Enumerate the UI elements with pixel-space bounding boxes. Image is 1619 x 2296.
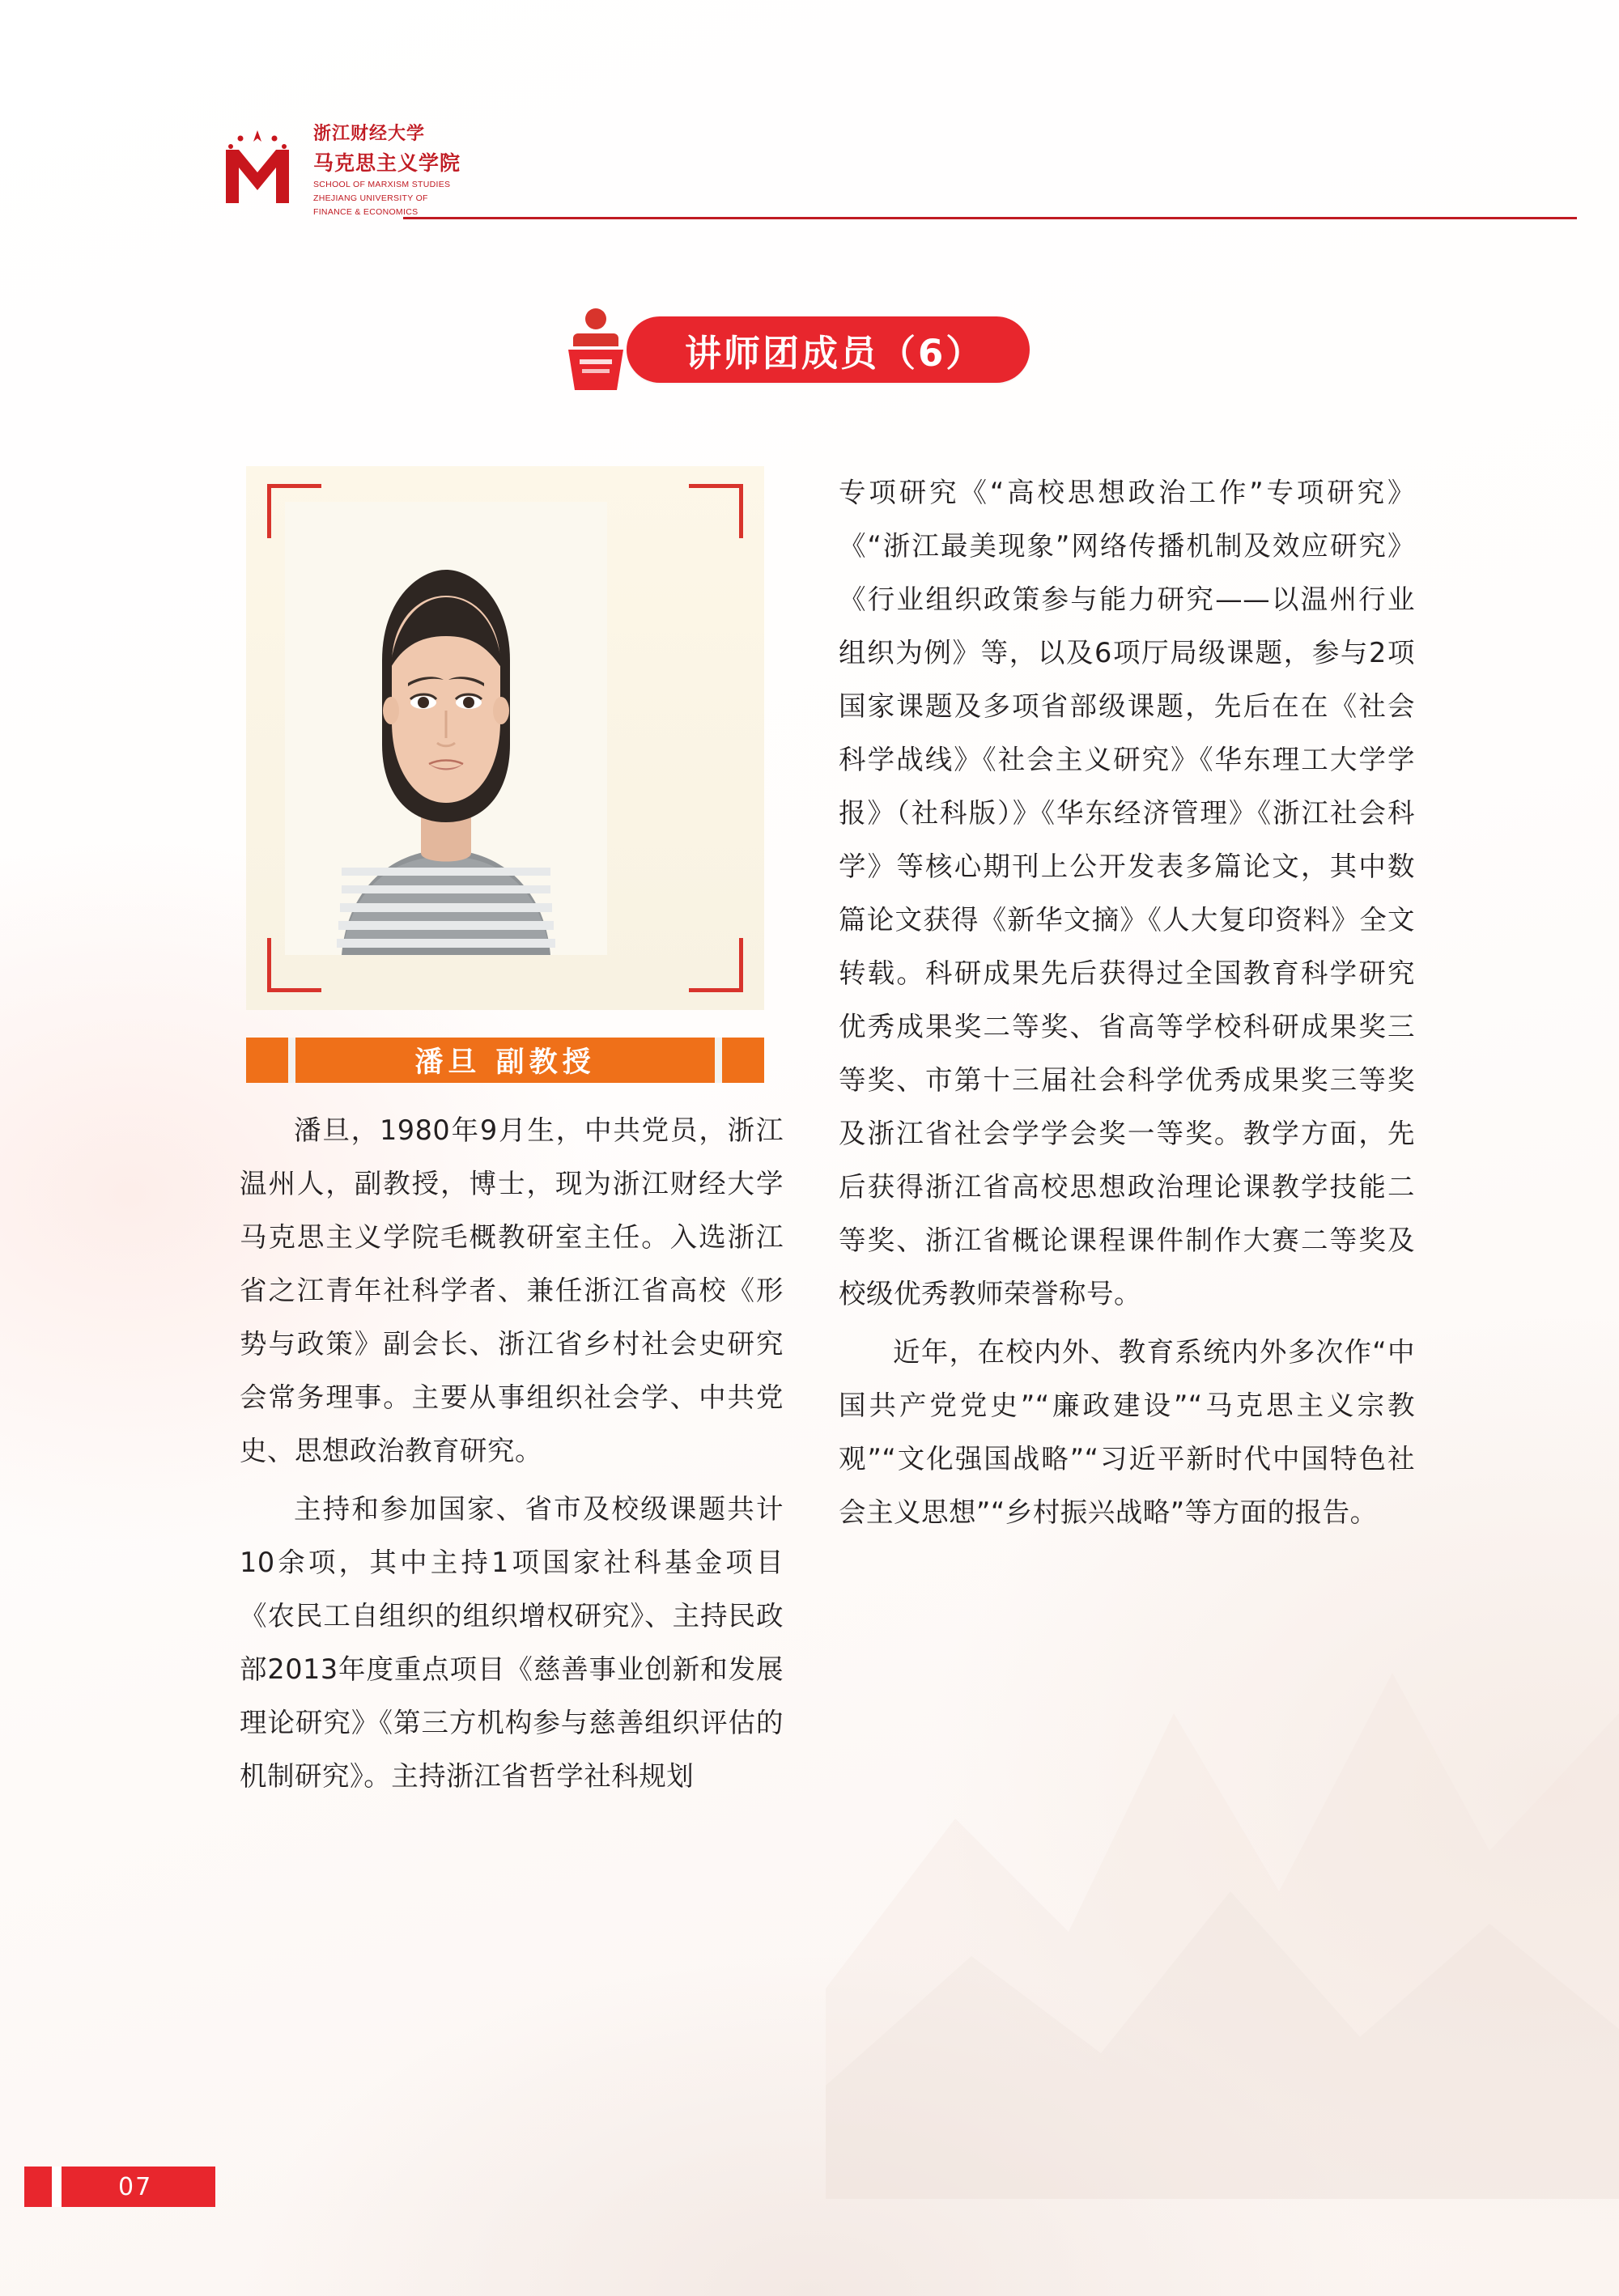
- profile-name-bar: [246, 1038, 764, 1083]
- frame-corner-top-right: [689, 484, 743, 538]
- right-column: [839, 466, 1415, 1544]
- logo-en-line2: ZHEJIANG UNIVERSITY OF: [313, 193, 428, 204]
- frame-corner-bottom-left: [267, 938, 321, 992]
- portrait-frame: [246, 466, 764, 1010]
- logo-en-line1: SCHOOL OF MARXISM STUDIES: [313, 180, 451, 189]
- logo-name-line2: 马克思主义学院: [313, 152, 461, 175]
- page-header: [0, 0, 1619, 243]
- podium-icon: [559, 306, 633, 393]
- logo-en-line3: FINANCE & ECONOMICS: [313, 207, 419, 218]
- section-title-banner: [559, 306, 1030, 393]
- paragraph: 主持和参加国家、省市及校级课题共计10余项，其中主持1项国家社科基金项目《农民工自组织的组织增权研究》、主持民政部2013年度重点项目《慈善事业创新和发展理论研究》《第三方机构参与慈善组织评估的机制研究》。主持浙江省哲学社科规划: [240, 1493, 784, 1792]
- footer-notch: [52, 2167, 62, 2207]
- section-title-text: 讲师团成员（6）: [685, 331, 985, 375]
- page-number: 07: [118, 2172, 153, 2201]
- institution-logo: [215, 120, 461, 219]
- left-body-text: [240, 1104, 784, 1803]
- logo-text-block: [313, 120, 461, 219]
- logo-name-line1: 浙江财经大学: [313, 123, 426, 143]
- paragraph: 潘旦，1980年9月生，中共党员，浙江温州人，副教授，博士，现为浙江财经大学马克思主义学院毛概教研室主任。入选浙江省之江青年社科学者、兼任浙江省高校《形势与政策》副会长、浙江省乡村社会史研究会常务理事。主要从事组织社会学、中共党史、思想政治教育研究。: [240, 1114, 784, 1466]
- frame-corner-bottom-right: [689, 938, 743, 992]
- profile-name-title: 潘旦 副教授: [414, 1046, 596, 1079]
- paragraph: 近年，在校内外、教育系统内外多次作“中国共产党党史”“廉政建设”“马克思主义宗教观”“文化强国战略”“习近平新时代中国特色社会主义思想”“乡村振兴战略”等方面的报告。: [839, 1336, 1415, 1528]
- frame-corner-top-left: [267, 484, 321, 538]
- portrait-photo: [285, 502, 607, 955]
- left-column: [240, 466, 784, 1808]
- right-body-text: [839, 466, 1415, 1539]
- mountain-watermark: [826, 1471, 1619, 2199]
- paragraph: 专项研究《“高校思想政治工作”专项研究》《“浙江最美现象”网络传播机制及效应研究》《行业组织政策参与能力研究——以温州行业组织为例》等，以及6项厅局级课题，参与2项国家课题及多项省部级课题，先后在在《社会科学战线》《社会主义研究》《华东理工大学学报》（社科版）》《华东经济管理》《浙江社会科学》等核心期刊上公开发表多篇论文，其中数篇论文获得《新华文摘》《人大复印资料》全文转载。科研成果先后获得过全国教育科学研究优秀成果奖二等奖、省高等学校科研成果奖三等奖、市第十三届社会科学优秀成果奖三等奖及浙江省社会学学会奖一等奖。教学方面，先后获得浙江省高校思想政治理论课教学技能二等奖、浙江省概论课程课件制作大赛二等奖及校级优秀教师荣誉称号。: [839, 477, 1415, 1309]
- section-title-pill: [627, 316, 1030, 383]
- logo-mark-icon: [215, 125, 300, 213]
- header-divider: [403, 217, 1577, 219]
